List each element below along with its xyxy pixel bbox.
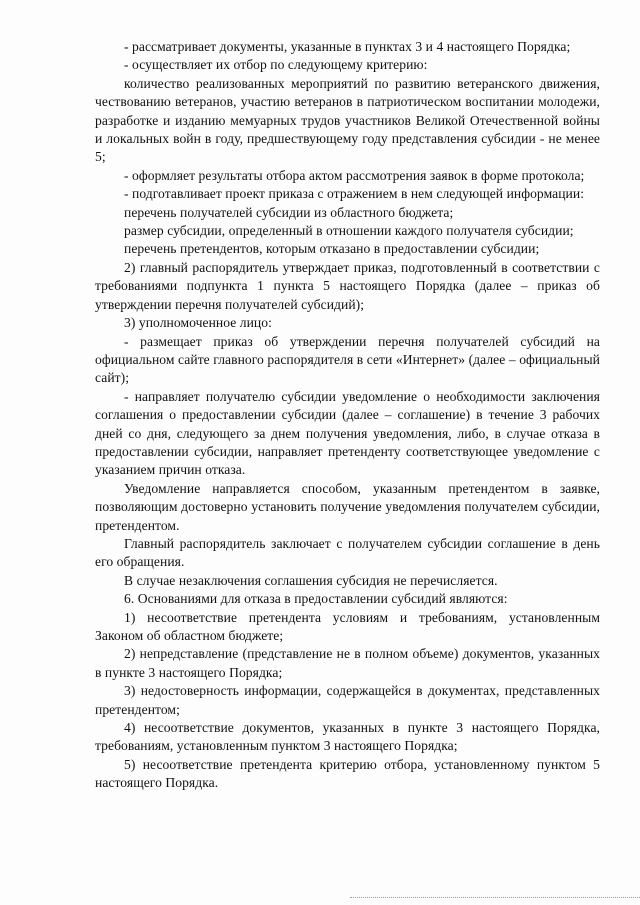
paragraph-notice-method: Уведомление направляется способом, указанным претендентом в заявке, позволяющим достоверно установить получение уведомления получателем субсидии, претендентом. bbox=[95, 480, 600, 533]
paragraph-authorized-person: 3) уполномоченное лицо: bbox=[124, 315, 272, 331]
paragraph-agreement-day: Главный распорядитель заключает с получателем субсидии соглашение в день его обращения. bbox=[95, 535, 600, 570]
paragraph-refusal-grounds: 6. Основаниями для отказа в предоставлении субсидий являются: bbox=[124, 591, 508, 607]
paragraph-criterion-events: количество реализованных мероприятий по развитию ветеранского движения, чествованию ветеранов, участию ветеранов в патриотическом воспитании молодежи, разработке и изданию мемуарных трудов участников Великой Отечественной войны и локальных войн в году, предшествующему году представления субсидии - не менее 5; bbox=[95, 75, 600, 165]
paragraph-recipients-list: перечень получателей субсидии из областного бюджета; bbox=[124, 204, 454, 220]
paragraph-refused-list: перечень претендентов, которым отказано в предоставлении субсидии; bbox=[124, 241, 540, 257]
paragraph-subsidy-amount: размер субсидии, определенный в отношении каждого получателя субсидии; bbox=[124, 223, 574, 239]
paragraph-send-notice: - направляет получателю субсидии уведомление о необходимости заключения соглашения о предоставлении субсидии (далее – соглашение) в течение 3 рабочих дней со дня, следующего за днем получения уведомления, либо, в случае отказа в предоставлении субсидии, направляет претенденту соответствующее уведомление с указанием причин отказа. bbox=[95, 388, 600, 478]
paragraph-protocol: - оформляет результаты отбора актом рассмотрения заявок в форме протокола; bbox=[124, 167, 585, 183]
paragraph-draft-order: - подготавливает проект приказа с отражением в нем следующей информации: bbox=[124, 186, 585, 202]
document-body bbox=[95, 38, 600, 793]
bottom-scan-line bbox=[350, 897, 640, 898]
paragraph-selection-criterion: - осуществляет их отбор по следующему критерию: bbox=[124, 57, 428, 73]
paragraph-no-agreement: В случае незаключения соглашения субсидия не перечисляется. bbox=[124, 572, 498, 588]
paragraph-ground-3: 3) недостоверность информации, содержащейся в документах, представленных претендентом; bbox=[95, 683, 600, 717]
paragraph-ground-1: 1) несоответствие претендента условиям и требованиям, установленным Законом об областном бюджете; bbox=[95, 609, 600, 643]
paragraph-ground-4: 4) несоответствие документов, указанных в пункте 3 настоящего Порядка, требованиям, установленным пунктом 3 настоящего Порядка; bbox=[95, 720, 600, 754]
paragraph-ground-5: 5) несоответствие претендента критерию отбора, установленному пунктом 5 настоящего Порядка. bbox=[95, 756, 600, 791]
paragraph-review-documents: - рассматривает документы, указанные в пунктах 3 и 4 настоящего Порядка; bbox=[124, 39, 571, 54]
paragraph-publish-order: - размещает приказ об утверждении перечня получателей субсидий на официальном сайте главного распорядителя в сети «Интернет» (далее – официальный сайт); bbox=[95, 333, 600, 386]
paragraph-approve-order: 2) главный распорядитель утверждает приказ, подготовленный в соответствии с требованиями подпункта 1 пункта 5 настоящего Порядка (далее – приказ об утверждении перечня получателей субсидий); bbox=[95, 259, 600, 312]
paragraph-ground-2: 2) непредставление (представление не в полном объеме) документов, указанных в пункте 3 настоящего Порядка; bbox=[95, 646, 600, 680]
